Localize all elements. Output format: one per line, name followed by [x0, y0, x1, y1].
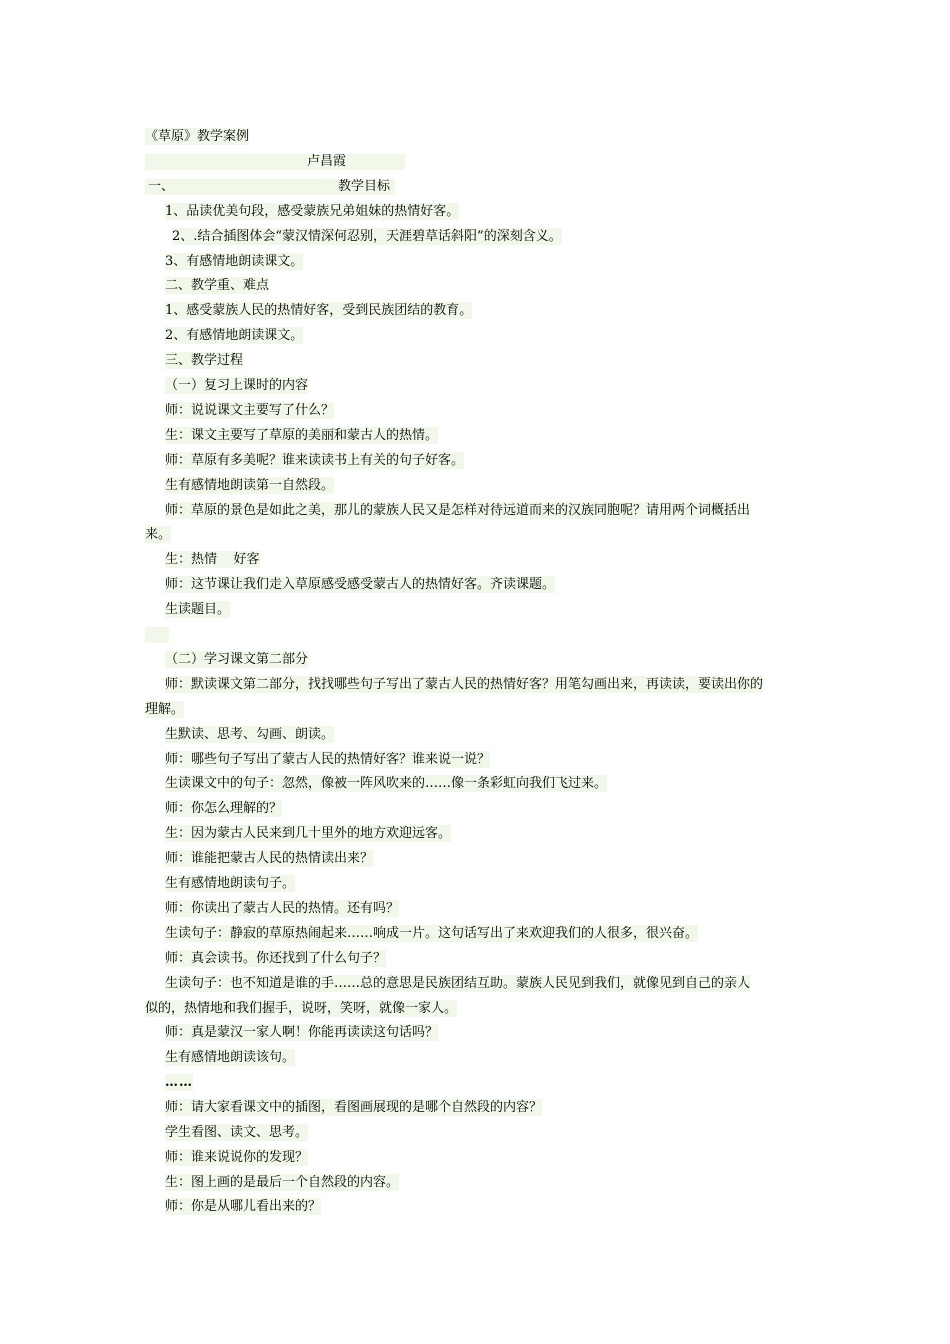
- dialogue-line: 师：谁来说说你的发现？: [165, 1150, 309, 1165]
- part-1-heading: （一）复习上课时的内容: [165, 378, 309, 393]
- dialogue-line: 生：热情 好客: [165, 552, 260, 567]
- dialogue-line-continued: 理解。: [145, 702, 185, 717]
- ellipsis-line: ……: [165, 1075, 193, 1090]
- dialogue-line: 生读句子：静寂的草原热闹起来……响成一片。这句话写出了来欢迎我们的人很多，很兴奋。: [165, 926, 699, 941]
- dialogue-line: 生：因为蒙古人民来到几十里外的地方欢迎远客。: [165, 826, 452, 841]
- dialogue-line: 师：草原的景色是如此之美，那儿的蒙族人民又是怎样对待远道而来的汉族同胞呢？请用两个词概括出: [165, 503, 751, 518]
- dialogue-line: 师：这节课让我们走入草原感受感受蒙古人的热情好客。齐读课题。: [165, 577, 556, 592]
- author-name: 卢昌霞: [307, 154, 347, 169]
- dialogue-line: 生默读、思考、勾画、朗读。: [165, 727, 335, 742]
- key-point-2: 2、有感情地朗读课文。: [165, 328, 304, 343]
- dialogue-line: 师：哪些句子写出了蒙古人民的热情好客？谁来说一说？: [165, 752, 491, 767]
- dialogue-line: 学生看图、读文、思考。: [165, 1125, 309, 1140]
- goal-1: 1、品读优美句段，感受蒙族兄弟姐妹的热情好客。: [165, 204, 460, 219]
- goal-2: 2、.结合插图体会“蒙汉情深何忍别，天涯碧草话斜阳”的深刻含义。: [172, 229, 562, 244]
- dialogue-line-continued: 来。: [145, 527, 172, 542]
- section-1-heading: 教学目标: [338, 179, 391, 194]
- doc-title: 《草原》教学案例: [145, 129, 250, 144]
- section-1-number: 一、: [148, 179, 175, 194]
- dialogue-line: 师：真是蒙汉一家人啊！你能再读读这句话吗？: [165, 1025, 439, 1040]
- dialogue-line: 师：请大家看课文中的插图，看图画展现的是哪个自然段的内容？: [165, 1100, 543, 1115]
- dialogue-line: 师：你读出了蒙古人民的热情。还有吗？: [165, 901, 400, 916]
- empty-line-highlight: [145, 627, 169, 643]
- dialogue-line: 生读题目。: [165, 602, 231, 617]
- author-line-highlight: [145, 154, 405, 170]
- dialogue-line: 生读课文中的句子：忽然，像被一阵风吹来的……像一条彩虹向我们飞过来。: [165, 776, 608, 791]
- key-point-1: 1、感受蒙族人民的热情好客，受到民族团结的教育。: [165, 303, 473, 318]
- dialogue-line: 生读句子：也不知道是谁的手……总的意思是民族团结互助。蒙族人民见到我们，就像见到自己的亲人: [165, 976, 751, 991]
- section-3-heading: 三、教学过程: [165, 353, 244, 368]
- dialogue-line: 师：默读课文第二部分，找找哪些句子写出了蒙古人民的热情好客？用笔勾画出来，再读读，要读出你的: [165, 677, 764, 692]
- dialogue-line: 生有感情地朗读句子。: [165, 876, 296, 891]
- dialogue-line: 师：谁能把蒙古人民的热情读出来？: [165, 851, 374, 866]
- dialogue-line: 师：说说课文主要写了什么？: [165, 403, 335, 418]
- dialogue-line: 师：你是从哪儿看出来的？: [165, 1199, 322, 1214]
- goal-3: 3、有感情地朗读课文。: [165, 254, 304, 269]
- dialogue-line: 生：课文主要写了草原的美丽和蒙古人的热情。: [165, 428, 439, 443]
- section-2-heading: 二、教学重、难点: [165, 278, 270, 293]
- dialogue-line: 师：真会读书。你还找到了什么句子？: [165, 951, 387, 966]
- part-2-heading: （二）学习课文第二部分: [165, 652, 309, 667]
- dialogue-line: 生：图上画的是最后一个自然段的内容。: [165, 1175, 400, 1190]
- dialogue-line: 生有感情地朗读该句。: [165, 1050, 296, 1065]
- dialogue-line: 生有感情地朗读第一自然段。: [165, 478, 335, 493]
- dialogue-line: 师：你怎么理解的？: [165, 801, 283, 816]
- dialogue-line-continued: 似的，热情地和我们握手，说呀，笑呀，就像一家人。: [145, 1001, 458, 1016]
- dialogue-line: 师：草原有多美呢？谁来读读书上有关的句子好客。: [165, 453, 465, 468]
